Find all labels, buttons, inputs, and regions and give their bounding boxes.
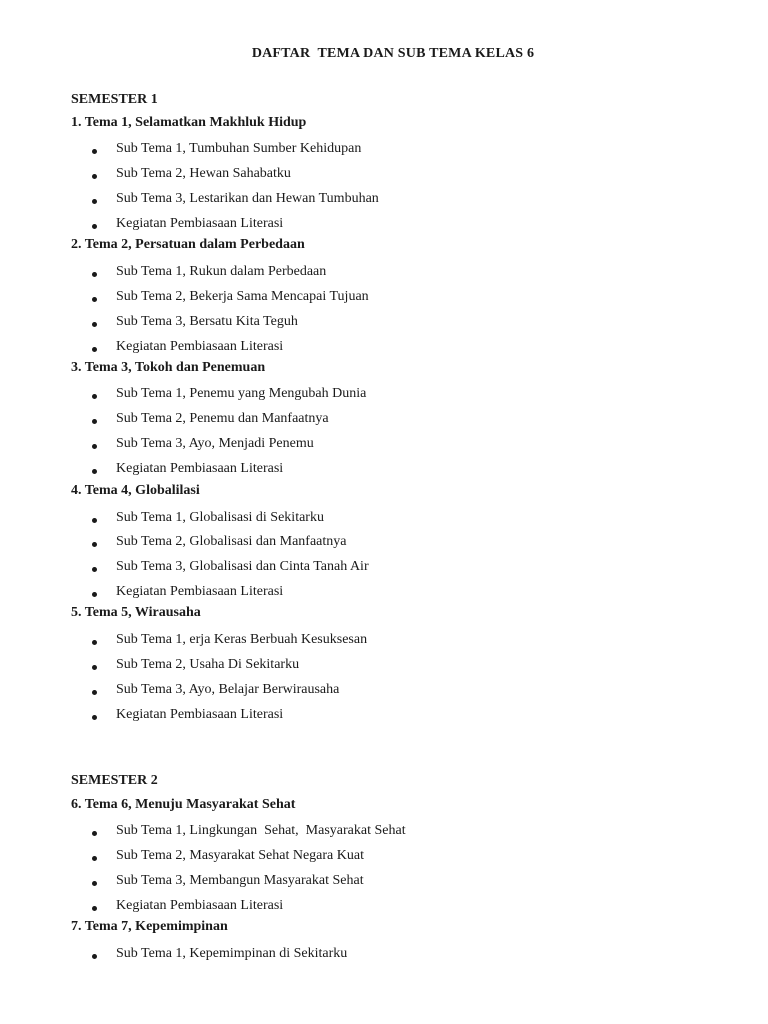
bullet-icon [92, 174, 97, 179]
sub-tema-item: Sub Tema 3, Ayo, Menjadi Penemu [116, 436, 314, 451]
bullet-icon [92, 272, 97, 277]
sub-tema-item: Kegiatan Pembiasaan Literasi [116, 216, 284, 231]
bullet-icon [92, 518, 97, 523]
bullet-icon [92, 690, 97, 695]
sub-tema-item: Sub Tema 2, Hewan Sahabatku [116, 166, 291, 181]
bullet-icon [92, 149, 97, 154]
sub-tema-item: Kegiatan Pembiasaan Literasi [116, 339, 284, 354]
bullet-icon [92, 567, 97, 572]
bullet-icon [92, 224, 97, 229]
sub-tema-item: Sub Tema 2, Usaha Di Sekitarku [116, 657, 300, 672]
bullet-icon [92, 856, 97, 861]
tema-heading: 1. Tema 1, Selamatkan Makhluk Hidup [71, 115, 307, 130]
sub-tema-item: Kegiatan Pembiasaan Literasi [116, 898, 284, 913]
bullet-icon [92, 419, 97, 424]
bullet-icon [92, 906, 97, 911]
sub-tema-item: Sub Tema 3, Ayo, Belajar Berwirausaha [116, 682, 340, 697]
bullet-icon [92, 199, 97, 204]
sub-tema-item: Sub Tema 2, Globalisasi dan Manfaatnya [116, 534, 347, 549]
sub-tema-item: Sub Tema 3, Globalisasi dan Cinta Tanah Air [116, 559, 369, 574]
bullet-icon [92, 444, 97, 449]
semester-heading: SEMESTER 1 [71, 92, 158, 107]
bullet-icon [92, 954, 97, 959]
sub-tema-item: Sub Tema 2, Penemu dan Manfaatnya [116, 411, 329, 426]
tema-heading: 2. Tema 2, Persatuan dalam Perbedaan [71, 237, 305, 252]
sub-tema-item: Sub Tema 3, Bersatu Kita Teguh [116, 314, 298, 329]
sub-tema-item: Sub Tema 1, Lingkungan Sehat, Masyarakat Sehat [116, 823, 406, 838]
bullet-icon [92, 881, 97, 886]
sub-tema-item: Kegiatan Pembiasaan Literasi [116, 461, 284, 476]
bullet-icon [92, 347, 97, 352]
tema-heading: 4. Tema 4, Globalilasi [71, 483, 200, 498]
bullet-icon [92, 640, 97, 645]
bullet-icon [92, 542, 97, 547]
sub-tema-item: Kegiatan Pembiasaan Literasi [116, 707, 284, 722]
bullet-icon [92, 322, 97, 327]
sub-tema-item: Sub Tema 3, Lestarikan dan Hewan Tumbuhan [116, 191, 379, 206]
tema-heading: 5. Tema 5, Wirausaha [71, 605, 201, 620]
sub-tema-item: Sub Tema 2, Bekerja Sama Mencapai Tujuan [116, 289, 369, 304]
bullet-icon [92, 297, 97, 302]
bullet-icon [92, 831, 97, 836]
sub-tema-item: Sub Tema 1, Rukun dalam Perbedaan [116, 264, 327, 279]
bullet-icon [92, 469, 97, 474]
sub-tema-item: Sub Tema 1, Penemu yang Mengubah Dunia [116, 386, 367, 401]
bullet-icon [92, 665, 97, 670]
sub-tema-item: Sub Tema 1, Kepemimpinan di Sekitarku [116, 946, 348, 961]
document-title: DAFTAR TEMA DAN SUB TEMA KELAS 6 [251, 46, 535, 61]
semester-heading: SEMESTER 2 [71, 773, 158, 788]
sub-tema-item: Kegiatan Pembiasaan Literasi [116, 584, 284, 599]
sub-tema-item: Sub Tema 3, Membangun Masyarakat Sehat [116, 873, 364, 888]
tema-heading: 3. Tema 3, Tokoh dan Penemuan [71, 360, 266, 375]
bullet-icon [92, 715, 97, 720]
sub-tema-item: Sub Tema 1, Globalisasi di Sekitarku [116, 510, 324, 525]
tema-heading: 7. Tema 7, Kepemimpinan [71, 919, 228, 934]
tema-heading: 6. Tema 6, Menuju Masyarakat Sehat [71, 797, 296, 812]
sub-tema-item: Sub Tema 1, erja Keras Berbuah Kesuksesan [116, 632, 368, 647]
sub-tema-item: Sub Tema 2, Masyarakat Sehat Negara Kuat [116, 848, 364, 863]
bullet-icon [92, 592, 97, 597]
sub-tema-item: Sub Tema 1, Tumbuhan Sumber Kehidupan [116, 141, 362, 156]
bullet-icon [92, 394, 97, 399]
